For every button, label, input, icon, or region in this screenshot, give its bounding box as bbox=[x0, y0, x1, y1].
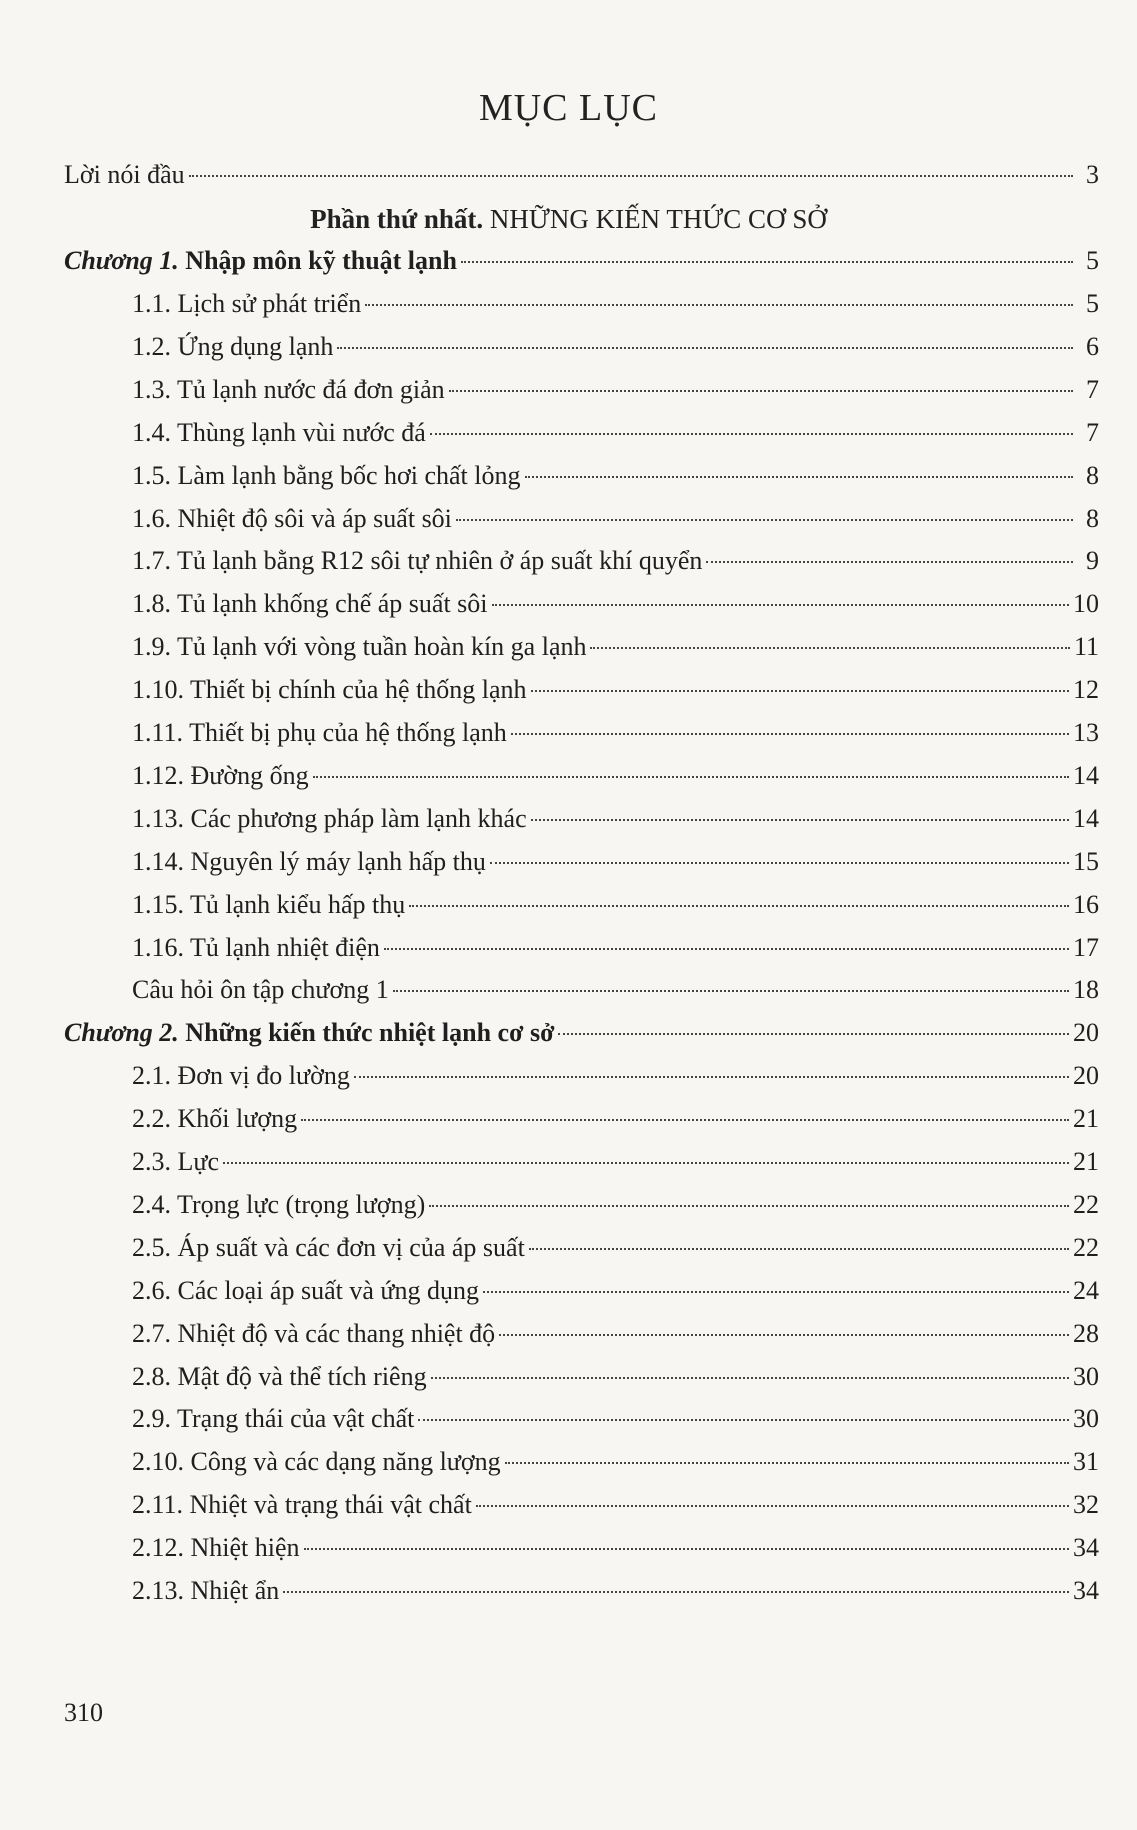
toc-row-ch1-5[interactable] bbox=[132, 461, 1099, 501]
dot-leader bbox=[313, 776, 1069, 778]
toc-page: 12 bbox=[1073, 675, 1099, 705]
toc-row-ch2-5[interactable] bbox=[132, 1233, 1099, 1273]
dot-leader bbox=[283, 1591, 1069, 1593]
toc-page: 10 bbox=[1073, 589, 1099, 619]
dot-leader bbox=[430, 433, 1073, 435]
toc-label: 1.7. Tủ lạnh bằng R12 sôi tự nhiên ở áp suất khí quyển bbox=[132, 546, 703, 576]
toc-page: 6 bbox=[1086, 331, 1099, 361]
dot-leader bbox=[429, 1205, 1069, 1207]
toc-page: 22 bbox=[1073, 1189, 1099, 1219]
toc-label: 1.11. Thiết bị phụ của hệ thống lạnh bbox=[132, 718, 507, 747]
toc-page: 31 bbox=[1073, 1447, 1099, 1477]
toc-row-chapter-1[interactable] bbox=[64, 246, 1099, 286]
toc-label: 1.8. Tủ lạnh khống chế áp suất sôi bbox=[132, 589, 488, 619]
dot-leader bbox=[301, 1119, 1069, 1121]
chapter-title bbox=[64, 1018, 554, 1048]
toc-row-ch1-16[interactable] bbox=[132, 933, 1099, 973]
dot-leader bbox=[476, 1505, 1069, 1507]
toc-label: 1.5. Làm lạnh bằng bốc hơi chất lỏng bbox=[132, 460, 521, 490]
toc-row-ch1-14[interactable] bbox=[132, 847, 1099, 887]
toc-page: 11 bbox=[1073, 632, 1099, 662]
toc-row-ch1-13[interactable] bbox=[132, 804, 1099, 844]
toc-label: 1.12. Đường ống bbox=[132, 760, 309, 790]
toc-label: 1.6. Nhiệt độ sôi và áp suất sôi bbox=[132, 503, 452, 533]
page-title: MỤC LỤC bbox=[478, 87, 659, 129]
toc-page: 32 bbox=[1073, 1490, 1099, 1520]
toc-row-ch1-9[interactable] bbox=[132, 632, 1099, 672]
dot-leader bbox=[492, 604, 1069, 606]
toc-page: 3 bbox=[1086, 160, 1099, 189]
toc-page: 7 bbox=[1086, 417, 1099, 447]
dot-leader bbox=[505, 1462, 1069, 1464]
toc-label: 1.4. Thùng lạnh vùi nước đá bbox=[132, 417, 426, 447]
part-heading-rest: NHỮNG KIẾN THỨC CƠ SỞ bbox=[483, 204, 827, 234]
toc-label: 2.12. Nhiệt hiện bbox=[132, 1533, 300, 1563]
dot-leader bbox=[490, 862, 1069, 864]
toc-label: 2.1. Đơn vị đo lường bbox=[132, 1061, 350, 1091]
dot-leader bbox=[531, 690, 1070, 692]
toc-row-ch2-2[interactable] bbox=[132, 1104, 1099, 1144]
toc-page: 9 bbox=[1086, 546, 1099, 576]
dot-leader bbox=[531, 819, 1069, 821]
toc-label: 2.10. Công và các dạng năng lượng bbox=[132, 1447, 501, 1477]
dot-leader bbox=[223, 1162, 1069, 1164]
dot-leader bbox=[189, 175, 1073, 177]
toc-page: 34 bbox=[1073, 1533, 1099, 1563]
toc-label: 2.9. Trạng thái của vật chất bbox=[132, 1404, 415, 1434]
toc-row-ch2-12[interactable] bbox=[132, 1533, 1099, 1573]
toc-label: 1.15. Tủ lạnh kiểu hấp thụ bbox=[132, 889, 406, 919]
dot-leader bbox=[706, 561, 1073, 563]
toc-row-ch2-11[interactable] bbox=[132, 1490, 1099, 1530]
dot-leader bbox=[304, 1548, 1069, 1550]
toc-label: 2.3. Lực bbox=[132, 1147, 220, 1176]
toc-page: 8 bbox=[1086, 460, 1099, 490]
toc-label: 1.16. Tủ lạnh nhiệt điện bbox=[132, 932, 380, 962]
toc-label: Câu hỏi ôn tập chương 1 bbox=[132, 975, 389, 1005]
toc-page: 14 bbox=[1073, 760, 1099, 790]
dot-leader bbox=[384, 948, 1069, 950]
toc-label: 1.2. Ứng dụng lạnh bbox=[132, 331, 334, 361]
toc-row-ch2-1[interactable] bbox=[132, 1061, 1099, 1101]
toc-label: 1.13. Các phương pháp làm lạnh khác bbox=[132, 803, 527, 833]
dot-leader bbox=[393, 990, 1069, 992]
toc-label: 1.9. Tủ lạnh với vòng tuần hoàn kín ga lạnh bbox=[132, 632, 587, 662]
toc-row-ch1-10[interactable] bbox=[132, 675, 1099, 715]
dot-leader bbox=[461, 261, 1073, 263]
toc-label: 1.14. Nguyên lý máy lạnh hấp thụ bbox=[132, 846, 486, 876]
toc-page: 21 bbox=[1073, 1104, 1099, 1134]
toc-row-ch2-4[interactable] bbox=[132, 1190, 1099, 1230]
dot-leader bbox=[511, 733, 1069, 735]
toc-row-ch2-3[interactable] bbox=[132, 1147, 1099, 1187]
toc-row-ch1-2[interactable] bbox=[132, 332, 1099, 372]
toc-label: 2.11. Nhiệt và trạng thái vật chất bbox=[132, 1490, 472, 1520]
dot-leader bbox=[456, 519, 1073, 521]
dot-leader bbox=[483, 1291, 1069, 1293]
toc-page: 30 bbox=[1073, 1404, 1099, 1434]
toc-row-ch2-7[interactable] bbox=[132, 1319, 1099, 1359]
toc-row-ch1-7[interactable] bbox=[132, 546, 1099, 586]
toc-page: 7 bbox=[1086, 374, 1099, 404]
toc-page: 22 bbox=[1073, 1232, 1099, 1262]
toc-label: 2.6. Các loại áp suất và ứng dụng bbox=[132, 1275, 479, 1305]
part-heading-bold: Phần thứ nhất. bbox=[310, 204, 484, 234]
toc-page: 20 bbox=[1073, 1018, 1099, 1048]
toc-page: 30 bbox=[1073, 1361, 1099, 1391]
toc-row-ch1-8[interactable] bbox=[132, 589, 1099, 629]
dot-leader bbox=[558, 1033, 1069, 1035]
toc-label: 2.2. Khối lượng bbox=[132, 1104, 298, 1134]
toc-label: 2.8. Mật độ và thể tích riêng bbox=[132, 1361, 427, 1391]
toc-page: 20 bbox=[1073, 1061, 1099, 1091]
chapter-title bbox=[64, 246, 457, 276]
toc-page: 16 bbox=[1073, 889, 1099, 919]
chapter-label: Nhập môn kỹ thuật lạnh bbox=[178, 246, 457, 275]
toc-row-ch1-11[interactable] bbox=[132, 718, 1099, 758]
chapter-prefix: Chương 1. bbox=[64, 246, 179, 275]
dot-leader bbox=[525, 476, 1074, 478]
toc-row-ch2-6[interactable] bbox=[132, 1276, 1099, 1316]
dot-leader bbox=[449, 390, 1073, 392]
toc-row-ch1-3[interactable] bbox=[132, 375, 1099, 415]
toc-page: 21 bbox=[1073, 1147, 1099, 1176]
toc-row-ch1-17[interactable] bbox=[132, 975, 1099, 1015]
toc-label: 1.10. Thiết bị chính của hệ thống lạnh bbox=[132, 675, 527, 705]
dot-leader bbox=[590, 647, 1069, 649]
chapter-prefix: Chương 2. bbox=[64, 1018, 179, 1048]
toc-row-ch1-4[interactable] bbox=[132, 418, 1099, 458]
toc-row-chapter-2[interactable] bbox=[64, 1018, 1099, 1058]
part-heading bbox=[0, 204, 1137, 235]
toc-label: 2.5. Áp suất và các đơn vị của áp suất bbox=[132, 1232, 525, 1262]
dot-leader bbox=[418, 1419, 1069, 1421]
toc-row-ch2-13[interactable] bbox=[132, 1576, 1099, 1616]
toc-page: 13 bbox=[1073, 718, 1099, 747]
chapter-label: Những kiến thức nhiệt lạnh cơ sở bbox=[178, 1018, 555, 1048]
toc-label: 2.7. Nhiệt độ và các thang nhiệt độ bbox=[132, 1318, 496, 1348]
dot-leader bbox=[529, 1248, 1069, 1250]
toc-page: 17 bbox=[1073, 932, 1099, 962]
toc-label: Lời nói đầu bbox=[64, 160, 185, 189]
toc-page: 14 bbox=[1073, 803, 1099, 833]
toc-page: 15 bbox=[1073, 846, 1099, 876]
toc-page: 28 bbox=[1073, 1318, 1099, 1348]
toc-page: 8 bbox=[1086, 503, 1099, 533]
toc-row-ch1-15[interactable] bbox=[132, 890, 1099, 930]
toc-row-intro[interactable] bbox=[64, 160, 1099, 200]
toc-page: 5 bbox=[1086, 289, 1099, 318]
toc-row-ch1-1[interactable] bbox=[132, 289, 1099, 329]
dot-leader bbox=[499, 1334, 1069, 1336]
toc-page: 5 bbox=[1086, 246, 1099, 275]
toc-label: 1.1. Lịch sử phát triển bbox=[132, 289, 362, 318]
dot-leader bbox=[365, 304, 1073, 306]
toc-label: 2.4. Trọng lực (trọng lượng) bbox=[132, 1189, 426, 1219]
toc-row-ch2-10[interactable] bbox=[132, 1447, 1099, 1487]
dot-leader bbox=[431, 1377, 1069, 1379]
toc-row-ch2-8[interactable] bbox=[132, 1362, 1099, 1402]
toc-label: 1.3. Tủ lạnh nước đá đơn giản bbox=[132, 374, 445, 404]
dot-leader bbox=[337, 347, 1073, 349]
toc-row-ch2-9[interactable] bbox=[132, 1404, 1099, 1444]
toc-page: 34 bbox=[1073, 1576, 1099, 1605]
toc-page: 24 bbox=[1073, 1275, 1099, 1305]
toc-page: 18 bbox=[1073, 975, 1099, 1005]
dot-leader bbox=[354, 1076, 1069, 1078]
toc-row-ch1-12[interactable] bbox=[132, 761, 1099, 801]
page-number: 310 bbox=[64, 1698, 103, 1727]
dot-leader bbox=[409, 905, 1069, 907]
toc-label: 2.13. Nhiệt ẩn bbox=[132, 1576, 280, 1605]
toc-row-ch1-6[interactable] bbox=[132, 504, 1099, 544]
